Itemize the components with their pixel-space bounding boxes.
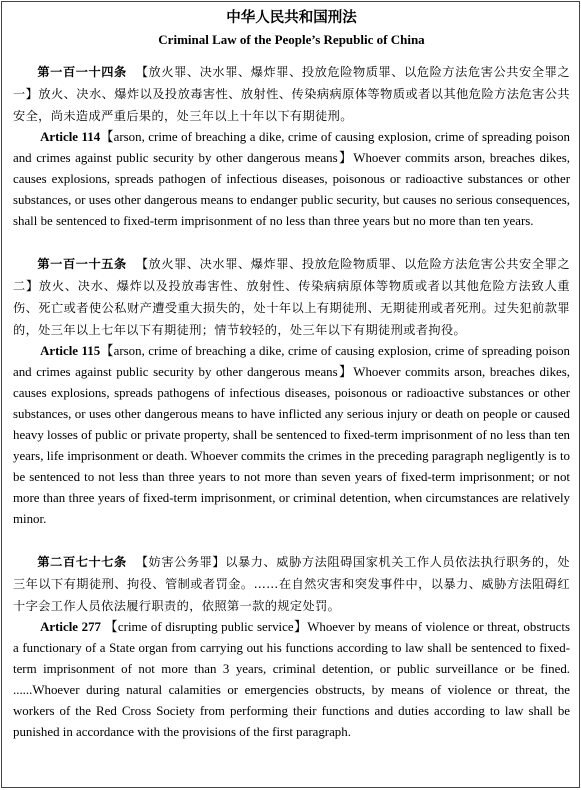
- article-114-en-text: 【arson, crime of breaching a dike, crime of causing explosion, crime of spreading poison and crimes against public security by other dangerous means】Whoever commits arson, breaches dikes, causes explosions, spreads pathogen of infectious diseases, poisonous or radioactive substances or other substances, or uses other dangerous means to endanger public security, but causes no serious consequences, shall be sentenced to fixed-term imprisonment of no less than three years but no more than ten years.: [13, 130, 570, 228]
- document-title-zh: 中华人民共和国刑法: [226, 9, 357, 26]
- article-277-en: [13, 617, 570, 743]
- article-115-en: [13, 341, 570, 530]
- article-277-zh-text: 【妨害公务罪】以暴力、威胁方法阻碍国家机关工作人员依法执行职务的，处三年以下有期徒刑、拘役、管制或者罚金。……在自然灾害和突发事件中，以暴力、威胁方法阻碍红十字会工作人员依法履行职责的，依照第一款的规定处罚。: [13, 555, 570, 613]
- article-114-en-label: Article 114: [40, 130, 101, 144]
- article-277-zh-label: 第二百七十七条: [37, 555, 127, 569]
- article-spacer: [13, 530, 570, 551]
- article-277-en-label: Article 277: [40, 620, 101, 634]
- article-115-en-text: 【arson, crime of breaching a dike, crime of causing explosion, crime of spreading poison and crimes against public security by other dangerous means】Whoever commits arson, breaches dikes, causes explosions, spreads pathogens of infectious diseases, poisonous or radioactive substances or other substances, or uses other dangerous means to have inflicted any serious injury or death on people or caused heavy losses of public or private property, shall be sentenced to fixed-term imprisonment of no less than ten years, life imprisonment or death. Whoever commits the crimes in the preceding paragraph negligently is to be sentenced to not less than three years to not more than seven years of fixed-term imprisonment; or not more than three years of fixed-term imprisonment, or criminal detention, when circumstances are relatively minor.: [13, 344, 570, 526]
- article-spacer: [13, 232, 570, 253]
- document-title-en: Criminal Law of the People’s Republic of China: [158, 32, 425, 47]
- article-115-zh-text: 【放火罪、决水罪、爆炸罪、投放危险物质罪、以危险方法危害公共安全罪之二】放火、决水、爆炸以及投放毒害性、放射性、传染病病原体等物质或者以其他危险方法致人重伤、死亡或者使公私财产遭受重大损失的，处十年以上有期徒刑、无期徒刑或者死刑。过失犯前款罪的，处三年以上七年以下有期徒刑；情节较轻的，处三年以下有期徒刑或者拘役。: [13, 257, 570, 337]
- article-277-zh: [13, 551, 570, 617]
- article-115-zh: [13, 253, 570, 341]
- document-page: [1, 1, 580, 788]
- article-114-zh-text: 【放火罪、决水罪、爆炸罪、投放危险物质罪、以危险方法危害公共安全罪之一】放火、决水、爆炸以及投放毒害性、放射性、传染病病原体等物质或者以其他危险方法危害公共安全，尚未造成严重后果的，处三年以上十年以下有期徒刑。: [13, 65, 570, 123]
- article-277-en-text: 【crime of disrupting public service】Whoever by means of violence or threat, obstructs a functionary of a State organ from carrying out his functions according to law shall be sentenced to fixed-term imprisonment of not more than 3 years, criminal detention, or public surveillance or be fined. ......Whoever during natural calamities or emergencies obstructs, by means of violence or threat, the workers of the Red Cross Society from performing their functions and duties according to law shall be punished in accordance with the provisions of the first paragraph.: [13, 620, 570, 739]
- article-114: [13, 61, 570, 232]
- article-115: [13, 253, 570, 530]
- article-114-zh-label: 第一百一十四条: [37, 65, 127, 79]
- article-114-en: [13, 127, 570, 232]
- article-115-zh-label: 第一百一十五条: [37, 257, 127, 271]
- article-114-zh: [13, 61, 570, 127]
- article-277: [13, 551, 570, 743]
- article-115-en-label: Article 115: [40, 344, 101, 358]
